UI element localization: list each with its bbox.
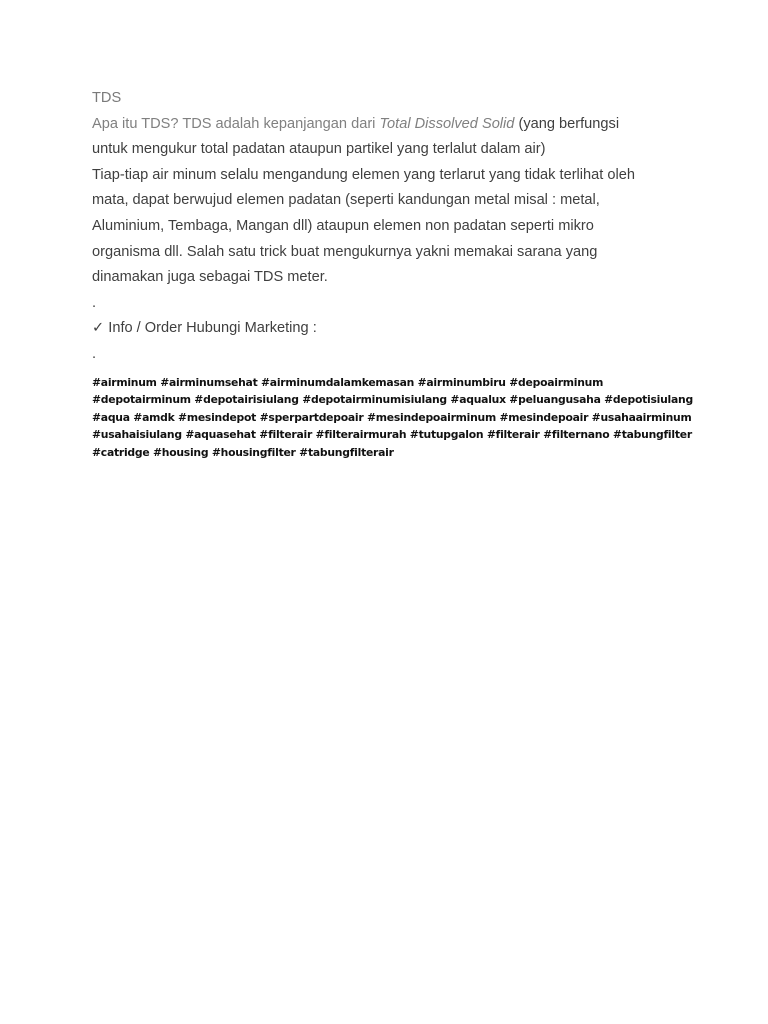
info-order-line: ✓ Info / Order Hubungi Marketing : <box>92 320 317 337</box>
paragraph-line: organisma dll. Salah satu trick buat mengukurnya yakni memakai sarana yang <box>92 243 598 260</box>
paragraph-line: Tiap-tiap air minum selalu mengandung elemen yang terlarut yang tidak terlihat oleh <box>92 166 635 183</box>
intro-italic-term: Total Dissolved Solid <box>379 115 515 132</box>
hashtag-line: #aqua #amdk #mesindepot #sperpartdepoair #mesindepoairminum #mesindepoair #usahaairminum <box>92 410 692 424</box>
hashtag-block <box>92 374 693 462</box>
paragraph-line: Aluminium, Tembaga, Mangan dll) ataupun elemen non padatan seperti mikro <box>92 217 594 234</box>
hashtag-line: #depotairminum #depotairisiulang #depotairminumisiulang #aqualux #peluangusaha #depotisiulang <box>92 393 693 407</box>
intro-line-1 <box>92 112 692 138</box>
doc-title: TDS <box>92 90 122 106</box>
intro-text-part2: (yang berfungsi <box>514 115 620 132</box>
hashtag-line: #catridge #housing #housingfilter #tabungfilterair <box>92 445 394 459</box>
intro-line-2: untuk mengukur total padatan ataupun partikel yang terlalut dalam air) <box>92 141 546 158</box>
paragraph-line: dinamakan juga sebagai TDS meter. <box>92 269 328 286</box>
separator-dot: . <box>92 294 97 311</box>
hashtag-line: #usahaisiulang #aquasehat #filterair #filterairmurah #tutupgalon #filterair #filternano #tabungfilter <box>92 428 692 442</box>
document-body <box>92 86 692 462</box>
paragraph-line: mata, dapat berwujud elemen padatan (seperti kandungan metal misal : metal, <box>92 192 600 209</box>
intro-text-part1: Apa itu TDS? TDS adalah kepanjangan dari <box>92 115 380 132</box>
separator-dot: . <box>92 345 97 362</box>
hashtag-line: #airminum #airminumsehat #airminumdalamkemasan #airminumbiru #depoairminum <box>92 375 604 389</box>
